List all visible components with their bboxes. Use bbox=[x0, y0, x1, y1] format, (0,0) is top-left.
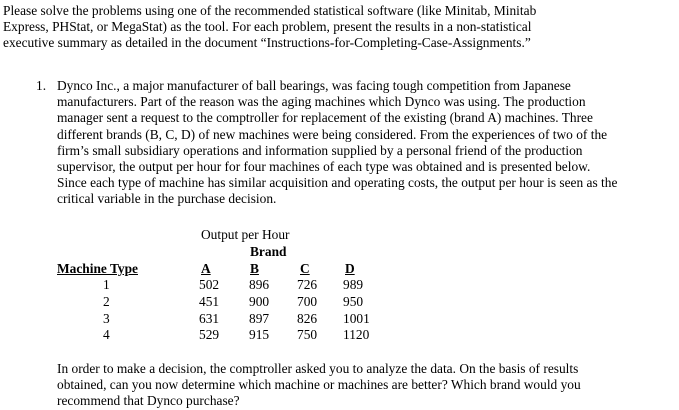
problem-line: firm’s small subsidiary operations and information supplied by a personal friend of the production bbox=[57, 142, 583, 158]
table-cell: 502 bbox=[199, 277, 220, 292]
problem-line: manager sent a request to the comptroller for replacement of the existing (brand A) machines. Three bbox=[57, 110, 593, 126]
table-cell: 900 bbox=[249, 294, 270, 309]
table-cell: 950 bbox=[343, 294, 364, 309]
problem-line: supervisor, the output per hour for four machines of each type was obtained and is presented below. bbox=[57, 159, 591, 175]
table-cell: 1001 bbox=[343, 311, 370, 326]
machine-type-header: Machine Type bbox=[57, 261, 138, 276]
intro-line: Please solve the problems using one of the recommended statistical software (like Minitab, Minitab bbox=[3, 3, 537, 18]
table-title: Output per Hour bbox=[201, 227, 290, 242]
table-cell: 1120 bbox=[343, 327, 370, 342]
closing-paragraph bbox=[57, 361, 675, 410]
table-cell: 529 bbox=[199, 327, 220, 342]
closing-line: obtained, can you now determine which machine or machines are better? Which brand would you bbox=[57, 377, 581, 393]
machine-type-cell: 4 bbox=[103, 327, 110, 342]
machine-type-cell: 3 bbox=[103, 311, 110, 326]
problem-statement bbox=[57, 78, 675, 208]
intro-line: Express, PHStat, or MegaStat) as the tool. For each problem, present the results in a non-statistical bbox=[3, 19, 532, 35]
column-header-c: C bbox=[300, 261, 310, 276]
closing-line: In order to make a decision, the comptroller asked you to analyze the data. On the basis of results bbox=[57, 361, 579, 376]
table-cell: 726 bbox=[297, 277, 318, 292]
table-cell: 915 bbox=[249, 327, 270, 342]
problem-line: Dynco Inc., a major manufacturer of ball bearings, was facing tough competition from Japanese bbox=[57, 78, 571, 93]
column-header-b: B bbox=[250, 261, 259, 276]
instructions-paragraph bbox=[3, 3, 675, 52]
table-cell: 896 bbox=[249, 277, 270, 292]
table-brand-label: Brand bbox=[250, 244, 287, 259]
table-cell: 451 bbox=[199, 294, 220, 309]
machine-type-cell: 1 bbox=[103, 277, 110, 292]
problem-line: different brands (B, C, D) of new machines were being considered. From the experiences of two of the bbox=[57, 126, 608, 142]
problem-number: 1. bbox=[36, 78, 47, 93]
table-cell: 750 bbox=[297, 327, 318, 342]
intro-line: executive summary as detailed in the document “Instructions-for-Completing-Case-Assignments.” bbox=[3, 35, 531, 51]
table-cell: 826 bbox=[297, 311, 318, 326]
column-header-d: D bbox=[345, 261, 355, 276]
column-header-a: A bbox=[201, 261, 211, 276]
machine-type-cell: 2 bbox=[103, 294, 110, 309]
problem-line: Since each type of machine has similar acquisition and operating costs, the output per hour is seen as the bbox=[57, 175, 618, 191]
closing-line: recommend that Dynco purchase? bbox=[57, 393, 240, 409]
problem-line: manufacturers. Part of the reason was the aging machines which Dynco was using. The production bbox=[57, 94, 586, 110]
problem-line: critical variable in the purchase decision. bbox=[57, 191, 277, 207]
table-cell: 989 bbox=[343, 277, 364, 292]
table-cell: 897 bbox=[249, 311, 270, 326]
table-cell: 631 bbox=[199, 311, 220, 326]
table-cell: 700 bbox=[297, 294, 318, 309]
